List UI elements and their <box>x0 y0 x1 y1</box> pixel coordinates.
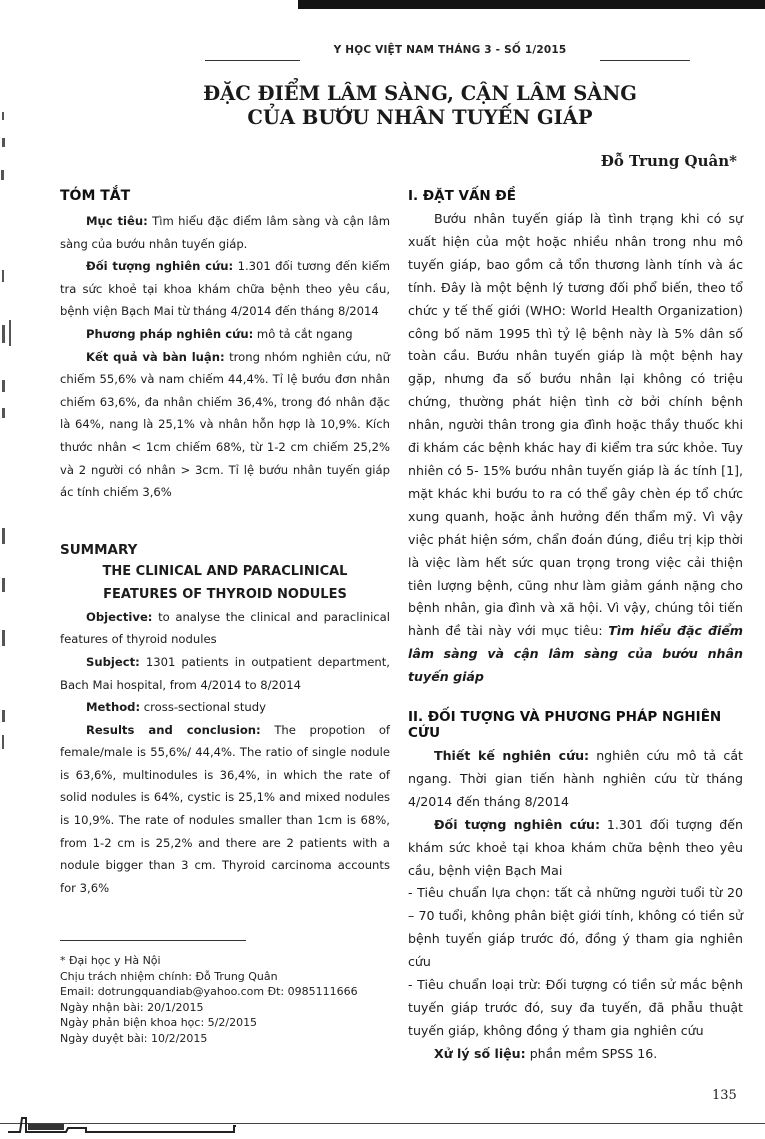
section2-design-label: Thiết kế nghiên cứu: <box>434 748 590 764</box>
abstract-subjects-label: Đối tượng nghiên cứu: <box>86 259 234 274</box>
abstract-results-text: trong nhóm nghiên cứu, nữ chiếm 55,6% và nam chiếm 44,4%. Tỉ lệ bướu đơn nhân chiếm 63,6%, đa nhân chiếm 36,4%, trong đó nhân đặc là 64%, nang là 25,1% và nhân hỗn hợp là 10,9%. Kích thước nhân < 1cm chiếm 68%, từ 1-2 cm chiếm 25,2% và 2 người có nhân > 3cm. Tỉ lệ bướu nhân tuyến giáp ác tính chiếm 3,6% <box>60 349 390 500</box>
abstract-subjects-text: 1.301 đối tương đến kiểm tra sức khoẻ tại khoa khám chữa bệnh theo yêu cầu, bệnh viện Bạch Mai từ tháng 4/2014 đến tháng 8/2014 <box>60 259 390 319</box>
author-name: Đỗ Trung Quân* <box>600 152 737 170</box>
summary-objective-text: to analyse the clinical and paraclinical features of thyroid nodules <box>60 609 390 647</box>
abstract-results <box>60 346 390 504</box>
footnote-responsible: Chịu trách nhiệm chính: Đỗ Trung Quân <box>60 969 278 983</box>
abstract-heading: TÓM TẮT <box>60 188 131 204</box>
section2-subjects <box>408 814 743 883</box>
abstract-subjects <box>60 255 390 323</box>
footnote-received: Ngày nhận bài: 20/1/2015 <box>60 1000 204 1014</box>
summary-subject <box>60 651 390 696</box>
section1-objective-emphasis: Tìm hiểu đặc điểm lâm sàng và cận lâm sàng của bướu nhân tuyến giáp <box>408 623 743 685</box>
section2-data-text: phần mềm SPSS 16. <box>525 1045 658 1061</box>
section2-data-processing <box>408 1043 743 1066</box>
article-title-line2: CỦA BƯỚU NHÂN TUYẾN GIÁP <box>247 106 593 129</box>
summary-results <box>60 719 390 900</box>
section2-inclusion: - Tiêu chuẩn lựa chọn: tất cả những người tuổi từ 20 – 70 tuổi, không phân biệt giới tính, không có tiền sử bệnh tuyến giáp trước đó, đồng ý tham gia nghiên cứu <box>408 885 743 970</box>
left-column <box>60 188 390 899</box>
footnote-affiliation: * Đại học y Hà Nội <box>60 954 161 967</box>
summary-objective <box>60 606 390 651</box>
summary-subject-label: Subject: <box>86 654 140 669</box>
top-black-bar <box>298 0 765 9</box>
footnotes <box>60 953 390 1047</box>
header-rule-left <box>205 60 300 61</box>
footnote-rule <box>60 940 246 941</box>
summary-title-line2: FEATURES OF THYROID NODULES <box>103 586 347 602</box>
summary-heading: SUMMARY <box>60 541 138 558</box>
section2-design <box>408 745 743 814</box>
scan-margin-artifacts <box>0 90 14 790</box>
abstract-method <box>60 323 390 346</box>
abstract-method-text: mô tả cắt ngang <box>253 326 353 341</box>
summary-objective-label: Objective: <box>86 609 153 624</box>
abstract-objective <box>60 210 390 255</box>
summary-method <box>60 696 390 719</box>
section1-text: Bướu nhân tuyến giáp là tình trạng khi có sự xuất hiện của một hoặc nhiều nhân trong nhu mô tuyến giáp, bao gồm cả tổn thương lành tính và ác tính. Đây là một bệnh lý tương đối phổ biến, theo tổ chức y tế thế giới (WHO: World Health Organization) công bố năm 1995 thì tỷ lệ bệnh này là 5% dân số toàn cầu. Bướu nhân tuyến giáp là một bệnh hay gặp, nhưng đa số bướu nhân lại không có triệu chứng, thường phát hiện tình cờ bởi chính bệnh nhân, người thân trong gia đình hoặc thầy thuốc khi đi khám các bệnh khác hay đi kiểm tra sức khỏe. Tuy nhiên có 5- 15% bướu nhân tuyến giáp là ác tính [1], mặt khác khi bướu to ra có thể gây chèn ép tổ chức xung quanh, hoặc ảnh hưởng đến thẩm mỹ. Vì vậy việc phát hiện sớm, chẩn đoán đúng, điều trị kịp thời là việc làm hết sức quan trọng trong việc cải thiện tiên lượng bệnh, cũng như làm giảm gánh nặng cho bệnh nhân, gia đình và xã hội. Vì vậy, chúng tôi tiến hành đề tài này với mục tiêu: <box>408 211 743 639</box>
section2-exclusion: - Tiêu chuẩn loại trừ: Đối tượng có tiền sử mắc bệnh tuyến giáp trước đó, suy đa tuyến, đã phẫu thuật tuyến giáp, không đồng ý tham gia nghiên cứu <box>408 977 743 1038</box>
footnote-approved: Ngày duyệt bài: 10/2/2015 <box>60 1031 208 1045</box>
page-number: 135 <box>712 1088 737 1103</box>
footnote-reviewed: Ngày phản biện khoa học: 5/2/2015 <box>60 1016 258 1030</box>
section1-paragraph <box>408 208 743 689</box>
summary-method-label: Method: <box>86 700 141 715</box>
section2-data-label: Xử lý số liệu: <box>434 1045 526 1061</box>
journal-header: Y HỌC VIỆT NAM THÁNG 3 - SỐ 1/2015 <box>333 44 567 56</box>
abstract-method-label: Phương pháp nghiên cứu: <box>86 326 254 341</box>
article-title-line1: ĐẶC ĐIỂM LÂM SÀNG, CẬN LÂM SÀNG <box>203 82 637 105</box>
footnote-email: Email: dotrungquandiab@yahoo.com Đt: 0985111666 <box>60 985 358 999</box>
summary-results-label: Results and conclusion: <box>86 722 261 737</box>
summary-title-line1: THE CLINICAL AND PARACLINICAL <box>102 563 348 579</box>
section2-heading: II. ĐỐI TƯỢNG VÀ PHƯƠNG PHÁP NGHIÊN CỨU <box>408 709 722 742</box>
right-column <box>408 188 743 1066</box>
abstract-objective-label: Mục tiêu: <box>86 214 148 228</box>
section2-subjects-label: Đối tượng nghiên cứu: <box>434 816 601 832</box>
summary-results-text: The propotion of female/male is 55,6%/ 44,4%. The ratio of single nodule is 63,6%, multinodules is 36,4%, in which the rate of solid nodules is 64%, cystic is 25,1% and mixed nodules is 10,9%. The rate of nodules smaller than 1cm is 68%, from 1-2 cm is 25,2% and there are 2 patients with a nodule bigger than 3 cm. Thyroid carcinoma accounts for 3,6% <box>60 722 390 895</box>
summary-subject-text: 1301 patients in outpatient department, Bach Mai hospital, from 4/2014 to 8/2014 <box>60 654 390 692</box>
summary-method-text: cross-sectional study <box>140 700 266 715</box>
section2-design-text: nghiên cứu mô tả cắt ngang. Thời gian tiến hành nghiên cứu từ tháng 4/2014 đến tháng 8/2014 <box>408 748 743 809</box>
header-rule-right <box>600 60 690 61</box>
bottom-scan-artifact <box>6 1116 236 1134</box>
abstract-objective-text: Tìm hiểu đặc điểm lâm sàng và cận lâm sàng của bướu nhân tuyến giáp. <box>60 214 390 251</box>
abstract-results-label: Kết quả và bàn luận: <box>86 349 225 364</box>
section1-heading: I. ĐẶT VẤN ĐỀ <box>408 188 516 204</box>
section2-subjects-text: 1.301 đối tượng đến khám sức khoẻ tại khoa khám chữa bệnh theo yêu cầu, bệnh viện Bạch Mai <box>408 816 743 878</box>
